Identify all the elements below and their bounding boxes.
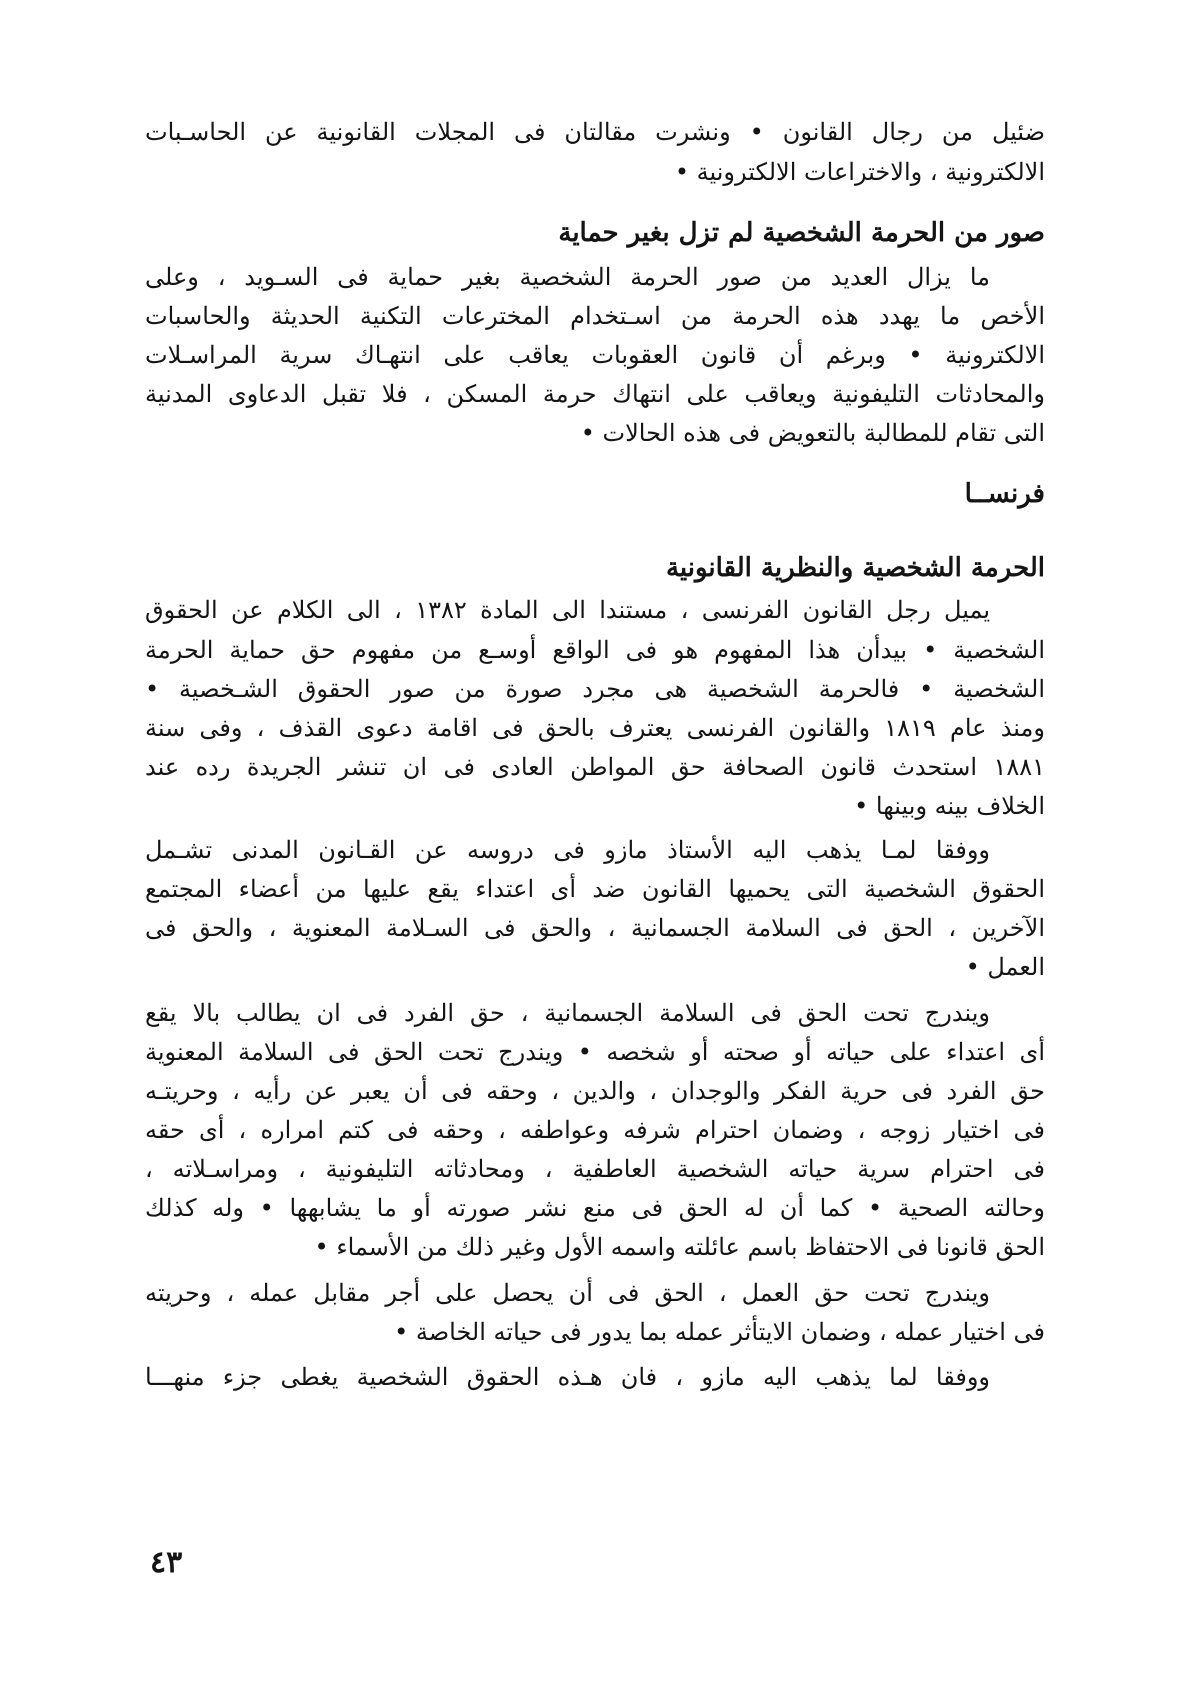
text-line: الحق قانونا فى الاحتفاظ باسم عائلته واسمه الأول وغير ذلك من الأسماء •	[314, 1233, 1045, 1261]
text-line: الالكترونية • وبرغم أن قانون العقوبات يعاقب على انتهـاك سرية المراسـلات	[145, 341, 1045, 369]
text-line: فى اختيار عمله ، وضمان الايتأثر عمله بما يدور فى حياته الخاصة •	[394, 1318, 1045, 1346]
text-line: الخلاف بينه وبينها •	[854, 792, 1045, 820]
text-line: الحقوق الشخصية التى يحميها القانون ضد أى اعتداء يقع عليها من أعضاء المجتمع	[145, 875, 1045, 903]
text-line: يميل رجل القانون الفرنسى ، مستندا الى المادة ١٣٨٢ ، الى الكلام عن الحقوق	[145, 596, 990, 624]
text-line: فى احترام سرية حياته الشخصية العاطفية ، ومحادثاته التليفونية ، ومراسـلاته ،	[145, 1155, 1045, 1183]
section-heading-legal-theory: الحرمة الشخصية والنظرية القانونية	[665, 553, 1045, 583]
text-line: ويندرج تحت الحق فى السلامة الجسمانية ، حق الفرد فى ان يطالب بالا يقع	[145, 999, 990, 1027]
text-line: الأخص ما يهدد هذه الحرمة من اسـتخدام المخترعات التكنية الحديثة والحاسبات	[145, 302, 1045, 330]
text-line: ووفقا لمـا يذهب اليه الأستاذ مازو فى دروسه عن القـانون المدنى تشـمل	[145, 836, 990, 864]
text-line: التى تقام للمطالبة بالتعويض فى هذه الحالات •	[580, 419, 1045, 447]
text-line: ما يزال العديد من صور الحرمة الشخصية بغير حماية فى السـويد ، وعلى	[145, 263, 990, 291]
text-line: حق الفرد فى حرية الفكر والوجدان ، والدين ، وحقه فى أن يعبر عن رأيه ، وحريتـه	[145, 1077, 1045, 1105]
text-line: أى اعتداء على حياته أو صحته أو شخصه • ويندرج تحت الحق فى السلامة المعنوية	[145, 1038, 1045, 1066]
text-line: الشخصية • بيدأن هذا المفهوم هو فى الواقع أوسـع من مفهوم حق حماية الحرمة	[145, 636, 1045, 664]
text-line: العمل •	[965, 953, 1045, 981]
country-heading-france: فرنســا	[964, 479, 1045, 509]
section-heading-unprotected-privacy: صور من الحرمة الشخصية لم تزل بغير حماية	[558, 218, 1045, 248]
text-line: ويندرج تحت حق العمل ، الحق فى أن يحصل على أجر مقابل عمله ، وحريته	[145, 1279, 990, 1307]
text-line: فى اختيار زوجه ، وضمان احترام شرفه وعواطفه ، وحقه فى كتم امراره ، أى حقه	[145, 1116, 1045, 1144]
text-line: والمحادثات التليفونية ويعاقب على انتهاك حرمة المسكن ، فلا تقبل الدعاوى المدنية	[145, 380, 1045, 408]
text-line: وحالته الصحية • كما أن له الحق فى منع نشر صورته أو ما يشابهها • وله كذلك	[145, 1194, 1045, 1222]
text-line: ضئيل من رجال القانون • ونشرت مقالتان فى المجلات القانونية عن الحاسـبات	[145, 118, 1045, 146]
page-number: ٤٣	[150, 1545, 183, 1580]
text-line: الشخصية • فالحرمة الشخصية هى مجرد صورة من صور الحقوق الشـخصية •	[145, 675, 1045, 703]
text-line: ووفقا لما يذهب اليه مازو ، فان هـذه الحقوق الشخصية يغطى جزء منهـــا	[145, 1363, 990, 1391]
text-line: الآخرين ، الحق فى السلامة الجسمانية ، والحق فى السـلامة المعنوية ، والحق فى	[145, 914, 1045, 942]
text-line: ومنذ عام ١٨١٩ والقانون الفرنسى يعترف بالحق فى اقامة دعوى القذف ، وفى سنة	[145, 714, 1045, 742]
text-line: ١٨٨١ استحدث قانون الصحافة حق المواطن العادى فى ان تنشر الجريدة رده عند	[145, 753, 1045, 781]
text-line: الالكترونية ، والاختراعات الالكترونية •	[674, 158, 1045, 186]
